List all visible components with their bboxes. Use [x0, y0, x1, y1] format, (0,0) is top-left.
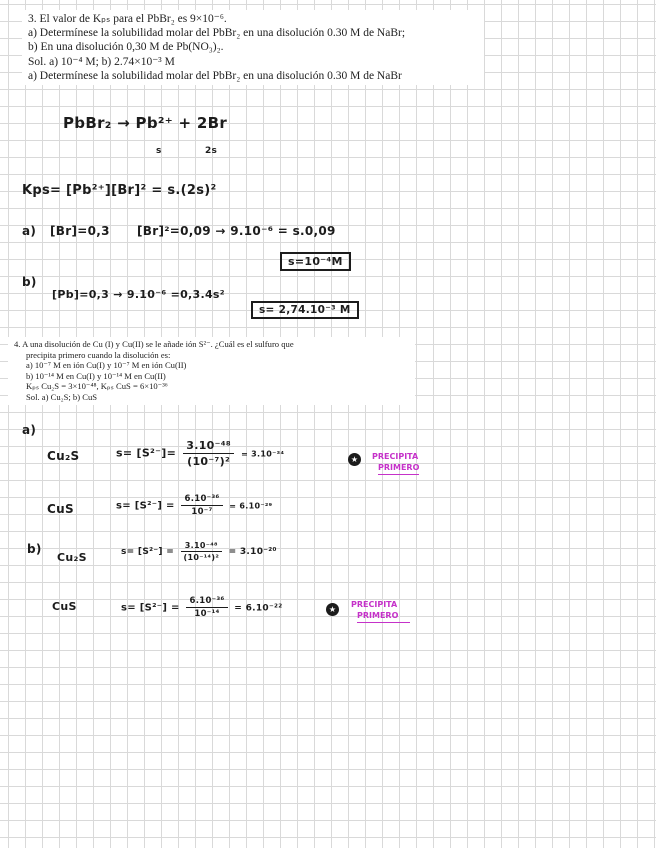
problem-3-line: a) Determínese la solubilidad molar del PbBr₂ en una disolución 0.30 M de NaBr — [28, 69, 402, 82]
stoich-s: s — [156, 146, 162, 156]
part-a-concentration: [Br]=0,3 — [50, 224, 110, 238]
problem-4-line: Kₚₛ Cu₂S = 3×10⁻⁴⁸, Kₚₛ CuS = 6×10⁻³⁶ — [26, 381, 168, 392]
part-b-calculation: [Pb]=0,3 → 9.10⁻⁶ =0,3.4s² — [52, 288, 225, 301]
fraction-denominator: 10⁻¹⁴ — [194, 609, 220, 619]
p4a-cu2s-label: Cu₂S — [47, 449, 80, 463]
problem-3-line: Sol. a) 10⁻⁴ M; b) 2.74×10⁻³ M — [28, 55, 175, 68]
p4b-cus-expression — [121, 596, 283, 619]
problem-4-line: a) 10⁻⁷ M en ión Cu(I) y 10⁻⁷ M en ión Cu(II) — [26, 360, 187, 371]
p4a-cus-expression — [116, 494, 272, 517]
p4a-cus-label: CuS — [47, 502, 74, 516]
note-line-underlined: PRIMERO — [378, 462, 419, 475]
p4a-cus-fraction — [181, 494, 222, 517]
precipita-primero-note-b — [351, 599, 410, 623]
star-icon: ★ — [326, 603, 339, 616]
note-line: PRECIPITA — [372, 452, 419, 461]
p4a-cus-result: = 6.10⁻²⁹ — [229, 501, 273, 511]
fraction-denominator: (10⁻⁷)² — [187, 455, 231, 468]
problem-4-line: Sol. a) Cu₂S; b) CuS — [26, 391, 98, 402]
p4a-cu2s-lhs: s= [S²⁻]= — [116, 446, 177, 460]
note-line: PRECIPITA — [351, 600, 398, 609]
problem-3-line: a) Determínese la solubilidad molar del PbBr₂ en una disolución 0.30 M de NaBr; — [28, 27, 406, 40]
p4b-cu2s-fraction — [181, 541, 223, 562]
kps-expression: Kps= [Pb²⁺][Br]² = s.(2s)² — [22, 183, 217, 198]
dissociation-reaction: PbBr₂ → Pb²⁺ + 2Br — [63, 114, 228, 132]
part-a-result: s=10⁻⁴M — [280, 252, 351, 271]
star-icon: ★ — [348, 453, 361, 466]
problem-3-statement — [22, 10, 484, 85]
p4a-cu2s-result: = 3.10⁻³⁴ — [241, 449, 285, 459]
part-a-calculation: [Br]²=0,09 → 9.10⁻⁶ = s.0,09 — [137, 224, 336, 238]
p4-part-a-label: a) — [22, 423, 37, 437]
fraction-numerator: 3.10⁻⁴⁸ — [183, 439, 234, 454]
problem-4-line: precipita primero cuando la disolución es: — [26, 349, 171, 360]
fraction-denominator: (10⁻¹⁴)² — [183, 553, 220, 562]
p4a-cu2s-fraction — [183, 439, 234, 468]
precipita-primero-note-a — [372, 451, 419, 475]
problem-3-line: b) En una disolución 0,30 M de Pb(NO₃)₂. — [28, 41, 224, 54]
p4a-cus-lhs: s= [S²⁻] = — [116, 500, 175, 512]
fraction-numerator: 6.10⁻³⁶ — [186, 596, 227, 608]
problem-3-line: 3. El valor de Kₚₛ para el PbBr₂ es 9×10⁻⁶. — [28, 13, 227, 25]
p4b-cu2s-label: Cu₂S — [57, 551, 87, 564]
fraction-numerator: 3.10⁻⁴⁸ — [181, 541, 223, 552]
fraction-denominator: 10⁻⁷ — [191, 507, 213, 517]
problem-4-line: 4. A una disolución de Cu (I) y Cu(II) se le añade ión S²⁻. ¿Cuál es el sulfuro que — [14, 339, 294, 349]
p4b-cu2s-expression — [121, 541, 277, 562]
stoich-2s: 2s — [205, 146, 218, 156]
fraction-numerator: 6.10⁻³⁶ — [181, 494, 222, 506]
p4b-cus-result: = 6.10⁻²² — [234, 603, 283, 614]
part-b-result: s= 2,74.10⁻³ M — [251, 301, 359, 319]
part-b-label: b) — [22, 275, 37, 289]
problem-4-line: b) 10⁻¹⁴ M en Cu(I) y 10⁻¹⁴ M en Cu(II) — [26, 370, 166, 381]
p4b-cus-lhs: s= [S²⁻] = — [121, 602, 180, 614]
p4b-cus-fraction — [186, 596, 227, 619]
problem-4-statement — [8, 337, 415, 405]
p4a-cu2s-expression — [116, 439, 284, 468]
p4b-cus-label: CuS — [52, 600, 77, 613]
note-line-underlined: PRIMERO — [357, 610, 410, 623]
part-a-label: a) — [22, 224, 37, 238]
p4b-cu2s-lhs: s= [S²⁻] = — [121, 547, 175, 557]
p4-part-b-label: b) — [27, 542, 42, 556]
p4b-cu2s-result: = 3.10⁻²⁰ — [228, 547, 277, 557]
